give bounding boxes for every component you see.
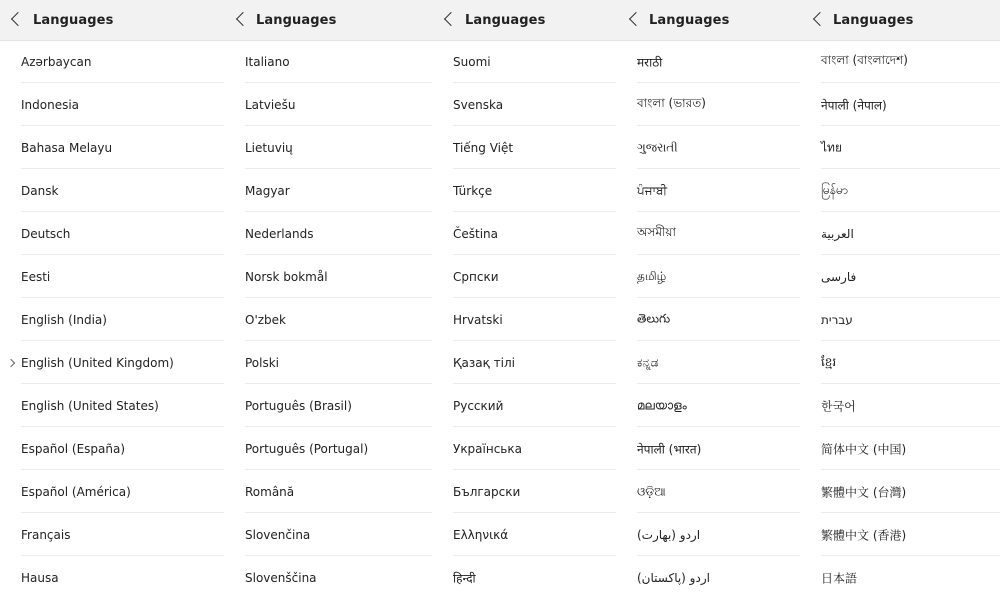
language-label: Српски — [453, 269, 499, 284]
language-item[interactable] — [0, 556, 232, 593]
language-item[interactable] — [232, 126, 440, 169]
selected-chevron-icon — [7, 358, 15, 366]
language-label: اردو (پاکستان) — [637, 570, 710, 585]
language-item[interactable] — [808, 513, 1000, 556]
language-label: বাংলা (ভারত) — [637, 95, 706, 110]
language-label: Azərbaycan — [21, 54, 92, 69]
page-title: Languages — [833, 13, 914, 28]
language-item[interactable] — [440, 470, 624, 513]
header — [232, 0, 440, 41]
language-item[interactable] — [0, 83, 232, 126]
header — [440, 0, 624, 41]
language-item[interactable] — [0, 427, 232, 470]
language-label: ಕನ್ನಡ — [637, 355, 659, 369]
language-label: Indonesia — [21, 97, 80, 112]
language-item[interactable] — [232, 556, 440, 593]
back-chevron-icon[interactable] — [236, 12, 250, 26]
language-item[interactable] — [232, 169, 440, 212]
language-label: हिन्दी — [453, 571, 476, 585]
language-item[interactable] — [440, 556, 624, 593]
language-item[interactable] — [0, 298, 232, 341]
language-label: O'zbek — [245, 312, 286, 327]
language-label: Português (Brasil) — [245, 398, 352, 413]
language-label: ગુજરાતી — [637, 140, 678, 154]
language-label: Eesti — [21, 269, 51, 284]
language-label: Slovenčina — [245, 527, 311, 542]
language-label: Latviešu — [245, 97, 296, 112]
language-label: Norsk bokmål — [245, 269, 328, 284]
language-item[interactable] — [232, 427, 440, 470]
back-chevron-icon[interactable] — [629, 12, 643, 26]
language-label: ਪੰਜਾਬੀ — [637, 183, 668, 197]
language-item[interactable] — [624, 556, 808, 593]
language-label: বাংলা (বাংলাদেশ) — [821, 52, 908, 67]
language-item[interactable] — [808, 126, 1000, 169]
language-label: Magyar — [245, 183, 290, 198]
language-item[interactable] — [440, 212, 624, 255]
language-label: Türkçe — [453, 183, 493, 198]
language-label: Español (España) — [21, 441, 126, 456]
language-label: नेपाली (भारत) — [637, 442, 702, 456]
language-item[interactable] — [0, 384, 232, 427]
language-label: Nederlands — [245, 226, 314, 241]
language-screen-3 — [440, 0, 624, 593]
language-label: English (United Kingdom) — [21, 355, 174, 370]
page-title: Languages — [649, 13, 730, 28]
page-title: Languages — [33, 13, 114, 28]
language-item[interactable] — [440, 40, 624, 83]
language-label: Қазақ тілі — [453, 355, 515, 370]
language-label: 简体中文 (中国) — [821, 442, 907, 456]
language-label: Español (América) — [21, 484, 131, 499]
language-item[interactable] — [624, 169, 808, 212]
language-label: မြန်မာ — [821, 182, 848, 197]
language-item[interactable] — [624, 513, 808, 556]
language-label: Svenska — [453, 97, 504, 112]
language-label: नेपाली (नेपाल) — [821, 98, 887, 112]
language-item[interactable] — [808, 427, 1000, 470]
language-label: Hausa — [21, 570, 59, 585]
language-item-selected[interactable] — [0, 341, 232, 384]
language-item[interactable] — [440, 255, 624, 298]
language-screen-1 — [0, 0, 232, 593]
language-item[interactable] — [624, 255, 808, 298]
language-label: Български — [453, 484, 521, 499]
language-item[interactable] — [232, 298, 440, 341]
language-item[interactable] — [0, 126, 232, 169]
language-label: Slovenščina — [245, 570, 317, 585]
language-item[interactable] — [232, 255, 440, 298]
language-label: English (United States) — [21, 398, 159, 413]
language-label: 繁體中文 (香港) — [821, 528, 907, 542]
language-label: অসমীয়া — [637, 224, 676, 239]
page-title: Languages — [465, 13, 546, 28]
language-label: ไทย — [821, 140, 842, 154]
language-item[interactable] — [440, 169, 624, 212]
language-item[interactable] — [808, 83, 1000, 126]
language-item[interactable] — [0, 212, 232, 255]
language-item[interactable] — [440, 126, 624, 169]
language-label: 日本語 — [821, 571, 858, 585]
language-item[interactable] — [624, 298, 808, 341]
language-item[interactable] — [232, 83, 440, 126]
language-label: Română — [245, 484, 295, 499]
language-item[interactable] — [808, 470, 1000, 513]
language-item[interactable] — [232, 513, 440, 556]
language-item[interactable] — [440, 298, 624, 341]
language-item[interactable] — [232, 40, 440, 83]
language-item[interactable] — [624, 427, 808, 470]
language-item[interactable] — [0, 40, 232, 83]
language-label: اردو (بھارت) — [637, 527, 701, 542]
language-label: Bahasa Melayu — [21, 140, 113, 155]
language-label: ଓଡ଼ିଆ — [637, 484, 666, 498]
language-item[interactable] — [0, 470, 232, 513]
language-item[interactable] — [624, 470, 808, 513]
language-item[interactable] — [232, 470, 440, 513]
language-item[interactable] — [808, 212, 1000, 255]
language-item[interactable] — [440, 513, 624, 556]
language-item[interactable] — [808, 384, 1000, 427]
header — [808, 0, 1000, 41]
language-label: Čeština — [453, 226, 499, 241]
language-label: 한국어 — [821, 399, 856, 413]
language-item[interactable] — [808, 341, 1000, 384]
language-item[interactable] — [808, 255, 1000, 298]
language-item[interactable] — [808, 556, 1000, 593]
language-item[interactable] — [808, 298, 1000, 341]
language-label: தமிழ் — [637, 268, 667, 283]
language-label: Português (Portugal) — [245, 441, 369, 456]
language-label: मराठी — [637, 55, 663, 69]
language-label: ខ្មែរ — [821, 354, 837, 369]
language-item[interactable] — [440, 427, 624, 470]
language-item[interactable] — [624, 212, 808, 255]
back-chevron-icon[interactable] — [444, 12, 458, 26]
language-label: 繁體中文 (台灣) — [821, 485, 907, 499]
language-label: Tiếng Việt — [453, 140, 514, 155]
language-label: മലയാളം — [637, 398, 687, 412]
language-label: עברית — [821, 312, 853, 327]
language-item[interactable] — [624, 40, 808, 83]
language-label: Polski — [245, 355, 280, 370]
back-chevron-icon[interactable] — [813, 12, 827, 26]
language-screen-5 — [808, 0, 1000, 593]
language-label: Ελληνικά — [453, 527, 509, 542]
header — [0, 0, 232, 41]
language-label: Hrvatski — [453, 312, 503, 327]
language-item[interactable] — [624, 384, 808, 427]
language-item[interactable] — [232, 384, 440, 427]
language-screen-4 — [624, 0, 808, 593]
language-item[interactable] — [808, 169, 1000, 212]
language-item[interactable] — [440, 83, 624, 126]
language-item[interactable] — [440, 341, 624, 384]
language-item[interactable] — [0, 513, 232, 556]
language-item[interactable] — [624, 341, 808, 384]
language-item[interactable] — [440, 384, 624, 427]
language-label: Dansk — [21, 183, 59, 198]
language-label: Italiano — [245, 54, 290, 69]
language-label: Lietuvių — [245, 140, 293, 155]
language-item[interactable] — [232, 341, 440, 384]
back-chevron-icon[interactable] — [11, 12, 25, 26]
language-item[interactable] — [232, 212, 440, 255]
language-label: Русский — [453, 398, 504, 413]
language-item[interactable] — [624, 126, 808, 169]
language-label: Українська — [453, 441, 522, 456]
language-label: తెలుగు — [637, 311, 671, 325]
language-label: فارسی — [821, 269, 857, 284]
language-label: English (India) — [21, 312, 107, 327]
language-item[interactable] — [624, 83, 808, 126]
header — [624, 0, 808, 41]
language-item[interactable] — [808, 40, 1000, 83]
language-label: العربية — [821, 226, 854, 241]
language-item[interactable] — [0, 255, 232, 298]
language-label: Français — [21, 527, 71, 542]
page-title: Languages — [256, 13, 337, 28]
language-label: Deutsch — [21, 226, 71, 241]
language-label: Suomi — [453, 54, 491, 69]
language-screen-2 — [232, 0, 440, 593]
language-item[interactable] — [0, 169, 232, 212]
